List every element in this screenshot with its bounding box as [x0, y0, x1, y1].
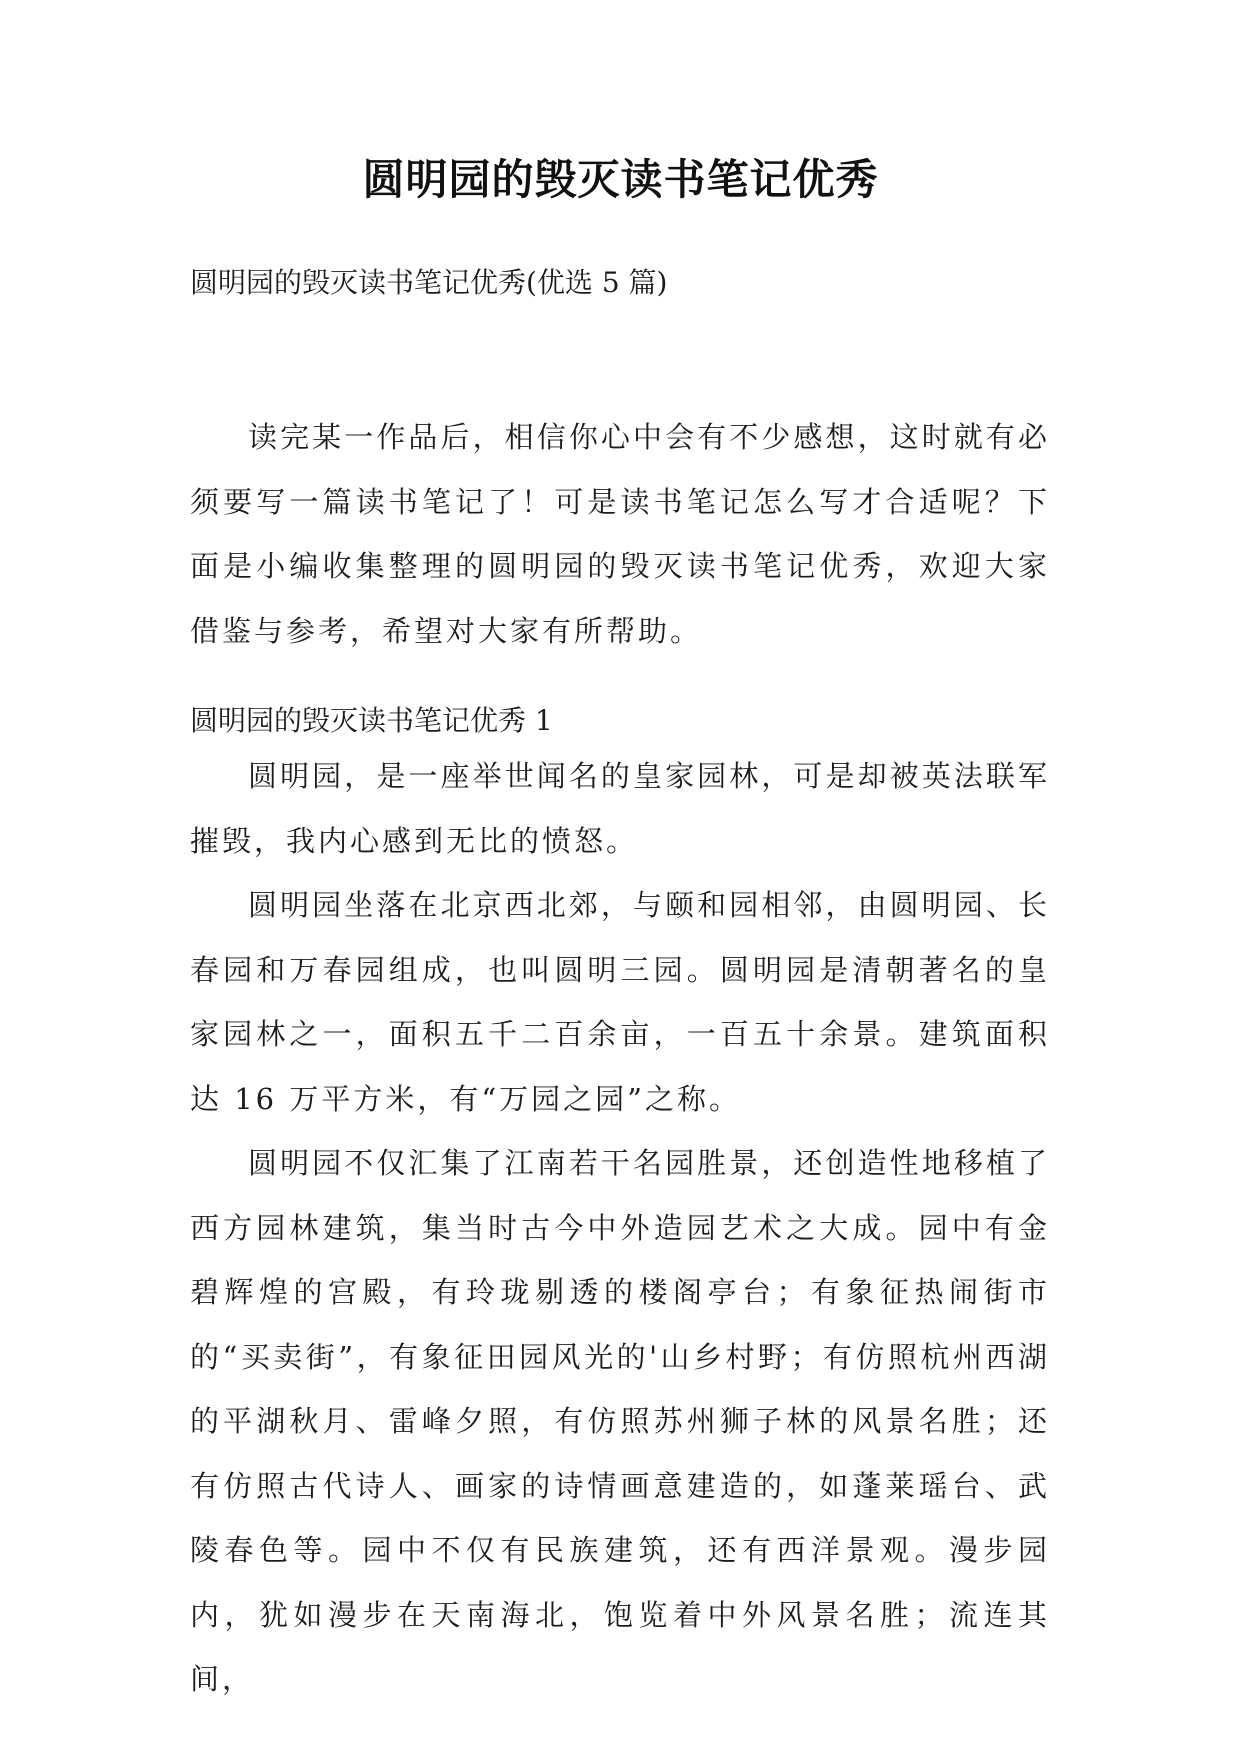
paragraph-3: 圆明园不仅汇集了江南若干名园胜景，还创造性地移植了西方园林建筑，集当时古今中外造园艺术之大成。园中有金碧辉煌的宫殿，有玲珑剔透的楼阁亭台；有象征热闹街市的“买卖街”，有象征田园风光的'山乡村野；有仿照杭州西湖的平湖秋月、雷峰夕照，有仿照苏州狮子林的风景名胜；还有仿照古代诗人、画家的诗情画意建造的，如蓬莱瑶台、武陵春色等。园中不仅有民族建筑，还有西洋景观。漫步园内，犹如漫步在天南海北，饱览着中外风景名胜；流连其间， [190, 1146, 1050, 1696]
intro-section [190, 405, 1050, 663]
paragraph-1: 圆明园，是一座举世闻名的皇家园林，可是却被英法联军摧毁，我内心感到无比的愤怒。 [190, 759, 1050, 858]
section-heading: 圆明园的毁灭读书笔记优秀 1 [190, 704, 553, 737]
document-title: 圆明园的毁灭读书笔记优秀 [362, 155, 879, 204]
intro-paragraph: 读完某一作品后，相信你心中会有不少感想，这时就有必须要写一篇读书笔记了！可是读书笔记怎么写才合适呢？下面是小编收集整理的圆明园的毁灭读书笔记优秀，欢迎大家借鉴与参考，希望对大家有所帮助。 [190, 420, 1050, 648]
section-body [190, 744, 1050, 1712]
document-subtitle: 圆明园的毁灭读书笔记优秀(优选 5 篇) [190, 266, 668, 299]
paragraph-2: 圆明园坐落在北京西北郊，与颐和园相邻，由圆明园、长春园和万春园组成，也叫圆明三园。圆明园是清朝著名的皇家园林之一，面积五千二百余亩，一百五十余景。建筑面积达 16 万平方米，有“万园之园”之称。 [190, 888, 1050, 1116]
